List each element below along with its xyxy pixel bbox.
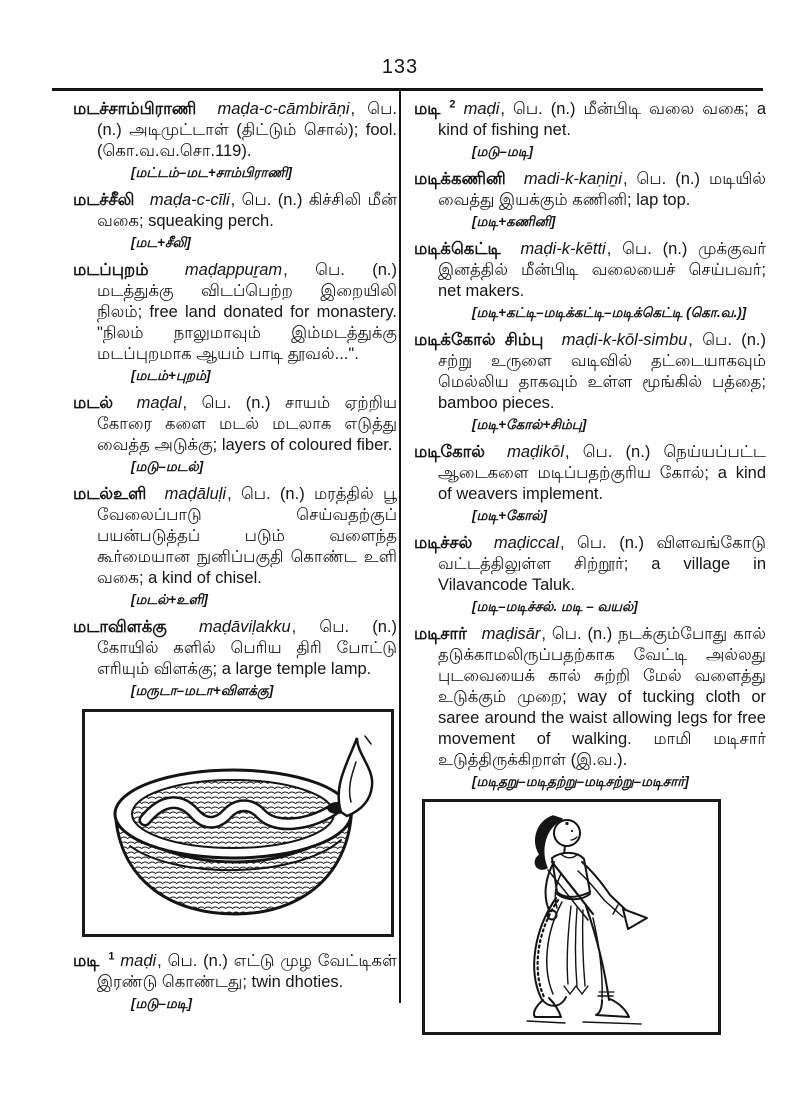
entry-etymology: [மட்டம்–மட+சாம்பிராணி] [131,164,293,180]
entry-transliteration: maḍāviḷakku [198,618,291,637]
dictionary-entry [414,99,766,160]
entry-body: , பெ. (n.) சற்று உருளை வடிவில் தட்டையாகவும் மெல்லிய தாகவும் உள்ள மூங்கில் பத்தை; bamboo pieces. [438,331,766,413]
entry-etymology: [மடி+கோல்+சிம்பு] [472,417,587,433]
entry-headword: மடிக்கணினி [414,170,506,189]
entry-etymology: [மடி+கட்டி–மடிக்கட்டி–மடிக்கெட்டி (கொ.வ.)] [472,305,747,321]
entry-headword: மடி [73,952,100,971]
entry-etymology: [மடு–மடி] [472,143,534,159]
dictionary-entry [414,330,766,433]
entry-headword: மடாவிளக்கு [73,618,167,637]
entry-transliteration: maḍi [463,100,500,118]
entry-headword: மடிக்கெட்டி [414,240,501,259]
entry-body: , பெ. (n.) நடக்கும்போது கால் தடுக்காமலிருப்பதற்காக வேட்டி அல்லது புடவையைக் கால் சுற்றி மேல் வளைத்து உடுக்கும் முறை; way of tucking cloth or saree around the waist allowing legs for free movement of walking. மாமி மடிசார் உடுத்திருக்கிறாள் (இ.வ.). [438,625,766,770]
entry-headword: மடப்புறம் [73,261,149,280]
dictionary-entry [73,393,397,475]
dictionary-entry [73,484,397,608]
entry-transliteration: maḍal [136,394,182,413]
entry-definition [73,190,397,232]
entry-etymology: [மடு–மடல்] [131,458,204,474]
dictionary-entry [73,99,397,181]
entry-definition [73,484,397,589]
entry-headword: மடிச்சல் [414,534,473,553]
entry-body: , பெ. (n.) மடியில் வைத்து இயக்கும் கணினி; lap top. [438,170,766,210]
entry-body: , பெ. (n.) விளவங்கோடு வட்டத்திலுள்ள சிற்றூர்; a village in Vilavancode Taluk. [438,534,766,595]
entry-headword: மடிகோல் [414,443,485,462]
entry-body: , பெ. (n.) மீன்பிடி வலை வகை; a kind of fishing net. [438,100,766,139]
entry-etymology: [மடி+கணினி] [472,214,556,229]
entry-definition [73,951,397,993]
entry-definition [414,624,766,771]
entry-definition [73,393,397,456]
entry-sense-number: 2 [449,98,456,111]
entry-body: , பெ. (n.) மடத்துக்கு விடப்பெற்ற இறையிலி நிலம்; free land donated for monastery. "நிலம் நாலுமாவும் இம்மடத்துக்கு மடப்புறமாக ஆயம் பாடி தூவல்...". [97,261,397,363]
entry-body: , பெ. (n.) கிச்சிலி மீன் வகை; squeaking perch. [97,191,397,230]
entry-headword: மடிக்கோல் சிம்பு [414,331,544,350]
entry-definition [414,330,766,414]
entry-headword: மடச்சீலி [73,191,135,210]
entry-headword: மடச்சாம்பிராணி [73,100,197,118]
entry-etymology: [மடம்+புறம்] [131,367,211,383]
temple-lamp-illustration [82,709,394,937]
entry-transliteration: maḍāluḷi [164,485,227,504]
entry-sense-number: 1 [108,950,115,963]
left-column [73,99,397,1021]
entry-transliteration: maḍi-k-kōl-simbu [561,331,688,350]
entry-body: , பெ. (n.) நெய்யப்பட்ட ஆடைகளை மடிப்பதற்குரிய கோல்; a kind of weavers implement. [438,443,766,504]
entry-transliteration: maḍa-c-cīli [149,191,230,210]
entry-definition [414,239,766,302]
dictionary-entry [73,190,397,251]
dictionary-entry [414,442,766,524]
entry-transliteration: maḍisār [481,625,541,644]
entry-definition [414,533,766,596]
right-column [414,99,766,1035]
dictionary-entry [73,260,397,384]
madisar-woman-illustration [422,799,721,1035]
column-divider [399,88,401,1003]
entry-transliteration: maḍiccal [493,534,559,553]
entry-body: , பெ. (n.) எட்டு முழ வேட்டிகள் இரண்டு கொண்டது; twin dhoties. [97,952,397,992]
entry-body: , பெ. (n.) கோயில் களில் பெரிய திரி போட்டு எரியும் விளக்கு; a large temple lamp. [97,618,397,678]
entry-headword: மடல் [73,394,114,413]
entry-definition [73,260,397,365]
entry-transliteration: maḍi [120,952,157,971]
dictionary-entry [73,617,397,699]
entry-headword: மடல்உளி [73,485,147,504]
entry-body: , பெ. (n.) மரத்தில் பூ வேலைப்பாடு செய்வதற்குப் பயன்படுத்தப் படும் வளைந்த கூர்மையான நுனிப்பகுதி கொண்ட உளி வகை; a kind of chisel. [97,485,397,587]
header-rule [52,88,763,91]
entry-transliteration: madi-k-kaṇiṉi [523,170,622,189]
entry-headword: மடிசார் [414,625,467,644]
entry-body: , பெ. (n.) முக்குவர் இனத்தில் மீன்பிடி வலையைச் செய்பவர்; net makers. [438,240,766,301]
entry-transliteration: maḍa-c-cāmbirāṇi [217,100,350,118]
entry-body: , பெ. (n.) அடிமுட்டாள் (திட்டும் சொல்); fool. (கொ.வ.வ.சொ.119). [97,100,397,160]
dictionary-entry [414,533,766,615]
entry-headword: மடி [414,100,441,118]
entry-definition [414,442,766,505]
dictionary-entry [414,169,766,230]
entry-etymology: [மடி+கோல்] [472,508,547,524]
entry-definition [73,99,397,162]
entry-definition [73,617,397,680]
entry-transliteration: maḍi-k-kētti [520,240,606,259]
entry-transliteration: maḍappuṟam [184,261,283,280]
entry-etymology: [மடி–மடிச்சல். மடி – வயல்] [472,599,638,615]
page-number: 133 [381,56,419,78]
entry-etymology: [மடல்+உளி] [131,591,208,607]
dictionary-entry [73,951,397,1012]
entry-transliteration: maḍikōl [507,443,564,462]
entry-body: , பெ. (n.) சாயம் ஏற்றிய கோரை களை மடல் மடலாக எடுத்து வைத்த அடுக்கு; layers of coloured fiber. [97,394,397,454]
entry-etymology: [மருடா–மடா+விளக்கு] [131,682,274,698]
entry-etymology: [மடு–மடி] [131,996,193,1012]
dictionary-entry [414,239,766,321]
entry-definition [414,99,766,141]
dictionary-entry [414,624,766,790]
entry-etymology: [மடிதறு–மடிதற்று–மடிசற்று–மடிசார்] [472,774,689,789]
entry-etymology: [மட+சீலி] [131,234,191,250]
entry-definition [414,169,766,211]
